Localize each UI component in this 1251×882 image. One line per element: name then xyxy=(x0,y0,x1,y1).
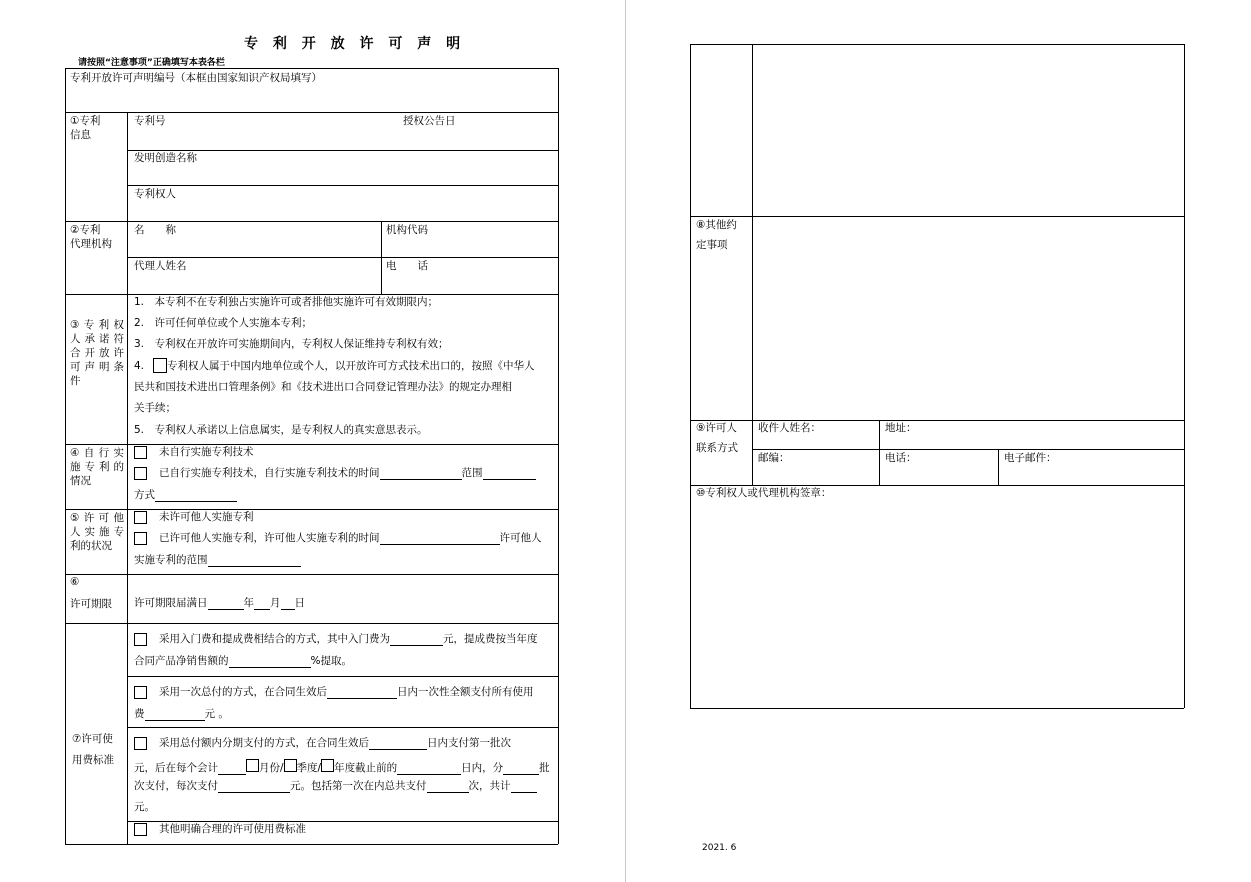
frame-top xyxy=(65,68,558,69)
p2-frame-right xyxy=(1184,44,1185,708)
quarterly-checkbox[interactable] xyxy=(284,759,297,772)
fee-option-c-line3 xyxy=(134,780,537,793)
agent-name-field[interactable]: 代理人姓名 xyxy=(134,260,187,272)
expiry-label: 许可期限届满日 xyxy=(134,597,208,609)
licensed-label xyxy=(159,532,542,545)
fee-c-text3: 元，后在每个会计 xyxy=(134,762,218,774)
frame-bottom xyxy=(65,844,558,845)
sec2-label-b: 代理机构 xyxy=(70,238,112,250)
expiry-month-blank[interactable] xyxy=(254,598,270,610)
sec9-label-a: ⑨许可人 xyxy=(696,422,737,434)
licensed-scope xyxy=(134,554,301,567)
fee-c-text7: 日内，分 xyxy=(461,762,504,774)
period-days-blank[interactable] xyxy=(397,763,461,775)
month-label: 月 xyxy=(270,597,281,609)
fee-option-c-checkbox[interactable] xyxy=(134,737,147,750)
fee-a-text3: 合同产品净销售额的 xyxy=(134,655,229,667)
not-self-implemented-checkbox[interactable] xyxy=(134,446,147,459)
row-line xyxy=(127,727,558,728)
fee-a-text4: %提取。 xyxy=(310,655,352,667)
row-line xyxy=(127,821,558,822)
patentee-field[interactable]: 专利权人 xyxy=(134,188,176,200)
commitment-4-line3: 关手续； xyxy=(134,402,176,414)
fee-option-a-checkbox[interactable] xyxy=(134,633,147,646)
royalty-rate-blank[interactable] xyxy=(229,656,311,668)
row-line xyxy=(65,574,558,575)
row-line xyxy=(65,294,558,295)
day-label: 日 xyxy=(294,597,305,609)
row-line xyxy=(65,509,558,510)
row-line xyxy=(65,112,558,113)
commitment-3: 3. 专利权在开放许可实施期间内，专利权人保证维持专利权有效； xyxy=(134,338,449,350)
other-terms-area[interactable] xyxy=(757,220,1179,416)
p2-col-line xyxy=(998,449,999,485)
email-field[interactable]: 电子邮件： xyxy=(1004,452,1057,464)
sec8-label-b: 定事项 xyxy=(696,239,728,251)
frame-left xyxy=(65,68,66,844)
agency-phone-field[interactable]: 电 话 xyxy=(386,260,428,272)
lump-sum-amount-blank[interactable] xyxy=(145,709,205,721)
p2-row-line xyxy=(690,420,1184,421)
fee-option-c-line4: 元。 xyxy=(134,801,155,813)
commitment-4-checkbox[interactable] xyxy=(153,358,167,373)
row-line xyxy=(65,221,558,222)
fee-option-a-line2 xyxy=(134,655,352,668)
agency-col-line xyxy=(381,221,382,294)
licensor-phone-field[interactable]: 电话： xyxy=(885,452,917,464)
sec1-label-a: ①专利 xyxy=(70,115,101,127)
batches-blank[interactable] xyxy=(503,763,539,775)
fee-b-text1: 采用一次总付的方式，在合同生效后 xyxy=(159,686,327,698)
license-expiry xyxy=(134,597,305,610)
fee-option-c-line2 xyxy=(134,759,550,775)
fee-c-text4: 月份/ xyxy=(259,762,284,774)
sec7-label-a: ⑦许可使 xyxy=(72,733,113,745)
self-implemented-label xyxy=(159,467,536,480)
p2-row-line xyxy=(752,449,1184,450)
self-implemented-time-blank[interactable] xyxy=(380,468,462,480)
fee-b-text2: 日内一次性全额支付所有使用 xyxy=(397,686,534,698)
sec1-label-b: 信息 xyxy=(70,129,91,141)
fee-option-d-checkbox[interactable] xyxy=(134,823,147,836)
p2-col-line xyxy=(879,420,880,485)
p2-row-line xyxy=(690,485,1184,486)
sec3-label: ③ 专 利 权 人 承 诺 符 合 开 放 许 可 声 明 条件 xyxy=(70,319,124,387)
fee-option-c-line1 xyxy=(159,737,511,750)
fee-option-a-line1 xyxy=(159,633,538,646)
self-implemented-scope-label: 范围 xyxy=(461,467,483,479)
invention-name-field[interactable]: 发明创造名称 xyxy=(134,152,197,164)
licensed-checkbox[interactable] xyxy=(134,532,147,545)
first-installment-days-blank[interactable] xyxy=(369,738,427,750)
p2-label-col-line xyxy=(752,44,753,485)
statement-number-label: 专利开放许可声明编号（本框由国家知识产权局填写） xyxy=(70,72,322,84)
recipient-name-field[interactable]: 收件人姓名： xyxy=(758,422,821,434)
sec6-label-a: ⑥ xyxy=(70,576,80,588)
licensed-time-label: 已许可他人实施专利，许可他人实施专利的时间 xyxy=(159,532,380,544)
form-instructions: 请按照“注意事项”正确填写本表各栏 xyxy=(78,58,225,68)
monthly-checkbox[interactable] xyxy=(246,759,259,772)
commitment-4-line2: 民共和国技术进出口管理条例》和《技术进出口合同登记管理办法》的规定办理相 xyxy=(134,381,512,393)
expiry-day-blank[interactable] xyxy=(281,598,295,610)
address-field[interactable]: 地址： xyxy=(885,422,917,434)
licensed-scope-label: 实施专利的范围 xyxy=(134,554,208,566)
grant-date-field[interactable]: 授权公告日 xyxy=(403,115,456,127)
fee-c-text11: 次，共计 xyxy=(468,780,511,792)
licensed-others-label: 许可他人 xyxy=(499,532,542,544)
total-times-blank[interactable] xyxy=(427,781,469,793)
self-implemented-time-label: 已自行实施专利技术，自行实施专利技术的时间 xyxy=(159,467,380,479)
first-installment-amount-blank[interactable] xyxy=(218,763,246,775)
patent-number-field[interactable]: 专利号 xyxy=(134,115,166,127)
frame-right xyxy=(558,68,559,844)
p2-frame-bottom xyxy=(690,708,1184,709)
fee-b-text4: 元 。 xyxy=(204,708,229,720)
fee-c-text6: 年度截止前的 xyxy=(334,762,398,774)
row-line xyxy=(65,444,558,445)
org-code-field[interactable]: 机构代码 xyxy=(386,224,428,236)
self-implemented-scope-blank[interactable] xyxy=(483,468,536,480)
commitment-4-num: 4. xyxy=(134,360,145,372)
sec6-label-b: 许可期限 xyxy=(70,598,112,610)
fee-c-text8: 批 xyxy=(539,762,550,774)
postcode-field[interactable]: 邮编： xyxy=(758,452,790,464)
method-label: 方式 xyxy=(134,489,155,501)
fee-option-b-checkbox[interactable] xyxy=(134,686,147,699)
not-licensed-label: 未许可他人实施专利 xyxy=(159,511,254,523)
sec4-label: ④ 自 行 实 施 专 利 的 情况 xyxy=(70,447,124,487)
form-version: 2021. 6 xyxy=(702,843,737,853)
fee-a-text2: 元，提成费按当年度 xyxy=(443,633,538,645)
commitment-5: 5. 专利权人承诺以上信息属实，是专利权人的真实意思表示。 xyxy=(134,424,428,436)
yearly-checkbox[interactable] xyxy=(321,759,334,772)
fee-c-text5: 季度/ xyxy=(296,762,322,774)
commitment-2: 2. 许可任何单位或个人实施本专利； xyxy=(134,317,313,329)
sec9-label-b: 联系方式 xyxy=(696,442,738,454)
commitment-4-line1: 专利权人属于中国内地单位或个人，以开放许可方式技术出口的，按照《中华人 xyxy=(167,360,535,372)
sec2-label-a: ②专利 xyxy=(70,224,101,236)
fee-c-text1: 采用总付额内分期支付的方式，在合同生效后 xyxy=(159,737,369,749)
signature-label: ⑩专利权人或代理机构签章： xyxy=(696,487,832,499)
form-title: 专 利 开 放 许 可 声 明 xyxy=(244,36,466,52)
row-line xyxy=(127,185,558,186)
row-line xyxy=(65,623,558,624)
fee-b-text3: 费 xyxy=(134,708,145,720)
p2-row-line xyxy=(690,216,1184,217)
page-divider xyxy=(625,0,626,882)
row-line xyxy=(127,257,558,258)
total-amount-blank[interactable] xyxy=(511,781,537,793)
commitment-1: 1. 本专利不在专利独占实施许可或者排他实施许可有效期限内； xyxy=(134,296,439,308)
fee-c-text9: 次支付，每次支付 xyxy=(134,780,218,792)
not-self-implemented-label: 未自行实施专利技术 xyxy=(159,446,254,458)
expiry-year-blank[interactable] xyxy=(208,598,244,610)
not-licensed-checkbox[interactable] xyxy=(134,511,147,524)
fee-option-b-line1 xyxy=(159,686,534,699)
p2-frame-top xyxy=(690,44,1184,45)
row-line xyxy=(127,676,558,677)
licensed-time-blank[interactable] xyxy=(380,533,500,545)
sec8-label-a: ⑧其他约 xyxy=(696,219,737,231)
self-implemented-checkbox[interactable] xyxy=(134,467,147,480)
self-implemented-method xyxy=(134,489,237,502)
signature-area[interactable] xyxy=(695,503,1179,703)
each-payment-blank[interactable] xyxy=(218,781,290,793)
sec7-label-b: 用费标准 xyxy=(72,754,114,766)
fee-a-text1: 采用入门费和提成费相结合的方式，其中入门费为 xyxy=(159,633,390,645)
agency-name-field[interactable]: 名 称 xyxy=(134,224,176,236)
licensed-scope-blank[interactable] xyxy=(208,555,301,567)
fee-option-b-line2 xyxy=(134,708,229,721)
fee-c-text10: 元。包括第一次在内总共支付 xyxy=(290,780,427,792)
lump-sum-days-blank[interactable] xyxy=(327,687,397,699)
method-blank[interactable] xyxy=(155,490,237,502)
sec5-label: ⑤ 许 可 他 人 实 施 专 利的状况 xyxy=(70,512,124,552)
fee-c-text2: 日内支付第一批次 xyxy=(427,737,511,749)
fee-option-d-label: 其他明确合理的许可使用费标准 xyxy=(159,823,306,835)
entry-fee-blank[interactable] xyxy=(390,634,443,646)
year-label: 年 xyxy=(243,597,254,609)
row-line xyxy=(127,150,558,151)
p2-frame-left xyxy=(690,44,691,708)
